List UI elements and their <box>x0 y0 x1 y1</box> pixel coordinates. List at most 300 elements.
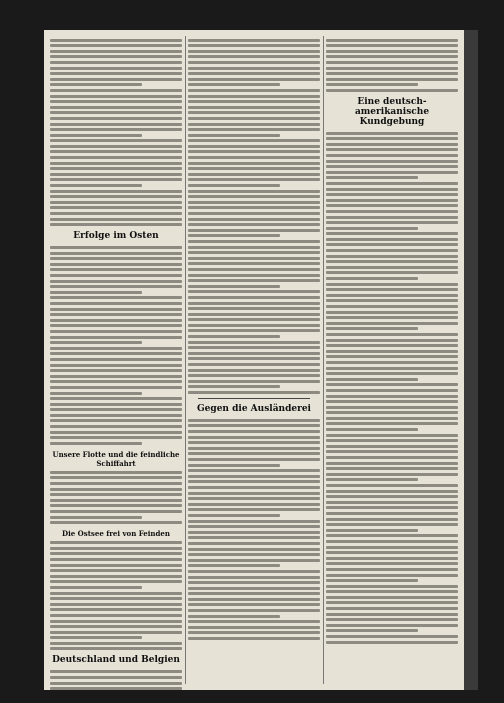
text-line <box>50 173 182 176</box>
text-line <box>326 171 458 174</box>
text-line <box>188 531 320 534</box>
text-line <box>326 50 458 53</box>
text-block <box>50 541 182 650</box>
headline: Unsere Flotte und die feindliche Schiffahrt <box>52 449 180 468</box>
text-line <box>188 503 320 506</box>
text-line <box>326 512 458 515</box>
text-line <box>326 61 458 64</box>
text-line <box>50 83 142 86</box>
text-line <box>188 357 320 360</box>
text-block <box>188 39 320 394</box>
text-line <box>188 234 280 237</box>
text-line <box>326 400 458 403</box>
text-line <box>188 553 320 556</box>
text-line <box>50 263 182 266</box>
text-line <box>50 123 182 126</box>
text-line <box>188 89 320 92</box>
text-line <box>188 44 320 47</box>
text-line <box>188 581 320 584</box>
text-line <box>50 642 182 645</box>
text-line <box>326 579 418 582</box>
text-line <box>50 167 182 170</box>
text-line <box>326 546 458 549</box>
text-line <box>188 609 320 612</box>
text-line <box>326 216 458 219</box>
text-line <box>50 375 182 378</box>
text-line <box>50 586 142 589</box>
text-line <box>188 508 320 511</box>
text-line <box>50 603 182 606</box>
text-line <box>188 145 320 148</box>
text-block <box>326 39 458 92</box>
text-line <box>326 322 458 325</box>
text-line <box>50 614 182 617</box>
text-line <box>50 547 182 550</box>
text-line <box>326 378 418 381</box>
text-line <box>50 597 182 600</box>
text-line <box>50 296 182 299</box>
text-line <box>188 564 280 567</box>
text-line <box>50 397 182 400</box>
text-line <box>50 488 182 491</box>
text-line <box>188 251 320 254</box>
text-line <box>188 218 320 221</box>
text-line <box>50 201 182 204</box>
text-line <box>326 67 458 70</box>
text-line <box>188 324 320 327</box>
text-line <box>188 637 320 640</box>
text-line <box>188 50 320 53</box>
text-line <box>188 486 320 489</box>
text-line <box>326 283 458 286</box>
text-line <box>326 439 458 442</box>
text-line <box>188 240 320 243</box>
text-line <box>50 352 182 355</box>
text-line <box>326 271 458 274</box>
text-line <box>326 143 458 146</box>
text-line <box>188 61 320 64</box>
text-line <box>50 218 182 221</box>
text-line <box>50 564 182 567</box>
newspaper-page <box>44 30 464 690</box>
text-line <box>50 647 182 650</box>
text-line <box>188 626 320 629</box>
text-line <box>50 50 182 53</box>
text-line <box>326 501 458 504</box>
text-line <box>188 576 320 579</box>
text-line <box>188 290 320 293</box>
text-line <box>188 150 320 153</box>
text-line <box>326 428 418 431</box>
text-line <box>50 134 142 137</box>
text-line <box>188 246 320 249</box>
text-line <box>326 540 458 543</box>
text-line <box>188 570 320 573</box>
text-line <box>50 150 182 153</box>
text-line <box>326 635 458 638</box>
text-line <box>188 615 280 618</box>
text-line <box>188 424 320 427</box>
text-line <box>188 369 320 372</box>
text-line <box>50 347 182 350</box>
text-line <box>188 78 320 81</box>
text-line <box>326 534 458 537</box>
text-line <box>326 288 458 291</box>
text-line <box>326 249 458 252</box>
text-line <box>326 305 458 308</box>
text-line <box>188 39 320 42</box>
text-line <box>50 341 142 344</box>
text-line <box>326 450 458 453</box>
text-line <box>326 199 458 202</box>
text-line <box>326 422 458 425</box>
text-line <box>50 558 182 561</box>
text-line <box>326 83 418 86</box>
text-line <box>326 260 458 263</box>
text-line <box>188 620 320 623</box>
text-line <box>50 39 182 42</box>
text-line <box>326 227 418 230</box>
text-line <box>50 139 182 142</box>
text-line <box>50 358 182 361</box>
text-line <box>188 67 320 70</box>
text-line <box>50 223 182 226</box>
text-line <box>188 318 320 321</box>
text-line <box>188 296 320 299</box>
text-line <box>50 78 182 81</box>
text-line <box>50 569 182 572</box>
text-line <box>188 452 320 455</box>
text-line <box>188 139 320 142</box>
text-line <box>326 434 458 437</box>
text-line <box>188 469 320 472</box>
text-line <box>326 44 458 47</box>
text-line <box>50 246 182 249</box>
text-line <box>326 395 458 398</box>
text-line <box>188 156 320 159</box>
text-line <box>188 313 320 316</box>
text-line <box>188 480 320 483</box>
text-line <box>188 106 320 109</box>
text-line <box>188 173 320 176</box>
text-line <box>50 493 182 496</box>
text-line <box>188 385 280 388</box>
text-line <box>326 484 458 487</box>
text-line <box>188 100 320 103</box>
text-line <box>326 590 458 593</box>
text-line <box>50 156 182 159</box>
text-line <box>188 447 320 450</box>
text-line <box>50 592 182 595</box>
text-line <box>50 100 182 103</box>
text-line <box>50 482 182 485</box>
text-line <box>326 596 458 599</box>
text-line <box>326 344 458 347</box>
text-line <box>188 603 320 606</box>
text-line <box>50 61 182 64</box>
text-line <box>50 184 142 187</box>
text-line <box>50 392 142 395</box>
text-line <box>188 341 320 344</box>
text-line <box>326 601 458 604</box>
text-line <box>50 145 182 148</box>
text-line <box>50 670 182 673</box>
text-line <box>188 285 280 288</box>
text-line <box>188 111 320 114</box>
text-block <box>50 246 182 445</box>
text-line <box>50 302 182 305</box>
text-line <box>326 467 458 470</box>
text-line <box>188 134 280 137</box>
text-line <box>326 294 458 297</box>
text-line <box>188 492 320 495</box>
text-line <box>50 608 182 611</box>
text-line <box>188 167 320 170</box>
text-line <box>188 380 320 383</box>
text-line <box>326 389 458 392</box>
text-line <box>188 302 320 305</box>
text-line <box>326 243 458 246</box>
text-line <box>188 631 320 634</box>
text-line <box>50 324 182 327</box>
text-line <box>326 417 458 420</box>
text-line <box>50 95 182 98</box>
text-line <box>326 277 418 280</box>
text-line <box>188 497 320 500</box>
text-line <box>188 391 320 394</box>
text-line <box>326 506 458 509</box>
text-line <box>326 523 458 526</box>
text-line <box>50 516 142 519</box>
text-line <box>50 414 182 417</box>
text-line <box>50 111 182 114</box>
text-line <box>326 529 418 532</box>
text-line <box>188 201 320 204</box>
text-line <box>326 585 458 588</box>
text-line <box>50 291 142 294</box>
text-line <box>188 190 320 193</box>
text-line <box>50 541 182 544</box>
text-line <box>326 193 458 196</box>
text-line <box>50 212 182 215</box>
text-line <box>188 95 320 98</box>
text-line <box>50 631 182 634</box>
text-line <box>326 490 458 493</box>
text-line <box>188 458 320 461</box>
text-line <box>326 327 418 330</box>
headline: Gegen die Ausländerei <box>197 404 311 414</box>
headline: Erfolge im Osten <box>73 231 159 242</box>
text-line <box>188 419 320 422</box>
text-line <box>50 106 182 109</box>
text-line <box>50 190 182 193</box>
text-line <box>188 268 320 271</box>
text-line <box>326 568 458 571</box>
text-line <box>50 72 182 75</box>
text-line <box>326 221 458 224</box>
text-line <box>50 117 182 120</box>
text-line <box>50 431 182 434</box>
text-line <box>188 598 320 601</box>
text-line <box>50 364 182 367</box>
text-block <box>326 132 458 644</box>
text-line <box>188 229 320 232</box>
text-line <box>188 346 320 349</box>
text-line <box>50 575 182 578</box>
text-line <box>50 625 182 628</box>
text-line <box>50 471 182 474</box>
text-line <box>326 299 458 302</box>
text-line <box>326 311 458 314</box>
text-line <box>326 339 458 342</box>
text-line <box>188 329 320 332</box>
text-line <box>188 274 320 277</box>
text-block <box>188 419 320 640</box>
text-line <box>188 212 320 215</box>
text-line <box>50 162 182 165</box>
text-line <box>326 72 458 75</box>
text-block <box>50 670 182 690</box>
text-line <box>188 178 320 181</box>
text-line <box>326 333 458 336</box>
text-line <box>50 308 182 311</box>
headline: Die Ostsee frei von Feinden <box>62 529 170 539</box>
text-line <box>50 268 182 271</box>
text-line <box>326 350 458 353</box>
text-line <box>50 436 182 439</box>
text-line <box>188 559 320 562</box>
text-line <box>50 380 182 383</box>
text-line <box>326 641 458 644</box>
text-line <box>326 355 458 358</box>
text-line <box>188 436 320 439</box>
text-line <box>326 411 458 414</box>
text-line <box>326 518 458 521</box>
text-line <box>50 252 182 255</box>
text-line <box>188 374 320 377</box>
text-line <box>326 176 418 179</box>
text-line <box>326 574 458 577</box>
text-line <box>188 279 320 282</box>
text-line <box>326 316 458 319</box>
text-line <box>326 557 458 560</box>
text-line <box>50 55 182 58</box>
text-line <box>188 83 280 86</box>
text-line <box>326 445 458 448</box>
text-line <box>326 137 458 140</box>
text-line <box>326 238 458 241</box>
text-line <box>50 425 182 428</box>
text-line <box>188 335 280 338</box>
text-line <box>326 55 458 58</box>
text-line <box>188 223 320 226</box>
text-line <box>326 148 458 151</box>
text-line <box>50 285 182 288</box>
text-line <box>50 682 182 685</box>
text-line <box>188 72 320 75</box>
text-line <box>326 232 458 235</box>
text-line <box>188 123 320 126</box>
text-line <box>188 184 280 187</box>
text-line <box>188 128 320 131</box>
text-line <box>50 620 182 623</box>
text-line <box>326 551 458 554</box>
text-line <box>50 510 182 513</box>
text-line <box>188 363 320 366</box>
text-line <box>188 592 320 595</box>
text-line <box>326 210 458 213</box>
text-line <box>50 552 182 555</box>
text-line <box>326 204 458 207</box>
text-line <box>188 307 320 310</box>
text-line <box>50 504 182 507</box>
text-line <box>50 195 182 198</box>
page-gutter <box>464 30 478 690</box>
text-line <box>50 521 182 524</box>
text-line <box>50 636 142 639</box>
text-line <box>326 478 418 481</box>
text-line <box>50 476 182 479</box>
text-line <box>50 280 182 283</box>
text-line <box>326 182 458 185</box>
text-line <box>326 629 418 632</box>
text-line <box>326 607 458 610</box>
text-line <box>188 117 320 120</box>
text-line <box>188 55 320 58</box>
text-line <box>188 542 320 545</box>
text-line <box>50 419 182 422</box>
text-line <box>326 383 458 386</box>
text-line <box>50 330 182 333</box>
divider <box>198 398 310 399</box>
text-line <box>326 89 458 92</box>
text-line <box>50 313 182 316</box>
text-line <box>326 154 458 157</box>
text-line <box>188 525 320 528</box>
column-1 <box>50 36 182 684</box>
text-line <box>326 160 458 163</box>
text-line <box>326 132 458 135</box>
text-line <box>50 274 182 277</box>
column-rule <box>185 36 186 684</box>
headline: Eine deutsch-amerikanische Kundgebung <box>354 96 430 127</box>
text-line <box>326 255 458 258</box>
text-line <box>326 456 458 459</box>
text-line <box>188 514 280 517</box>
text-line <box>326 462 458 465</box>
text-line <box>326 367 458 370</box>
text-line <box>188 195 320 198</box>
text-line <box>326 188 458 191</box>
text-line <box>50 369 182 372</box>
headline: Deutschland und Belgien <box>52 655 180 666</box>
text-line <box>50 408 182 411</box>
text-line <box>326 473 458 476</box>
text-line <box>50 386 182 389</box>
text-line <box>326 78 458 81</box>
text-line <box>326 618 458 621</box>
text-line <box>188 352 320 355</box>
column-2 <box>188 36 320 684</box>
text-line <box>50 128 182 131</box>
text-line <box>188 464 280 467</box>
text-line <box>326 266 458 269</box>
text-block <box>50 471 182 524</box>
text-line <box>188 162 320 165</box>
text-line <box>188 257 320 260</box>
text-line <box>326 372 458 375</box>
text-line <box>188 548 320 551</box>
